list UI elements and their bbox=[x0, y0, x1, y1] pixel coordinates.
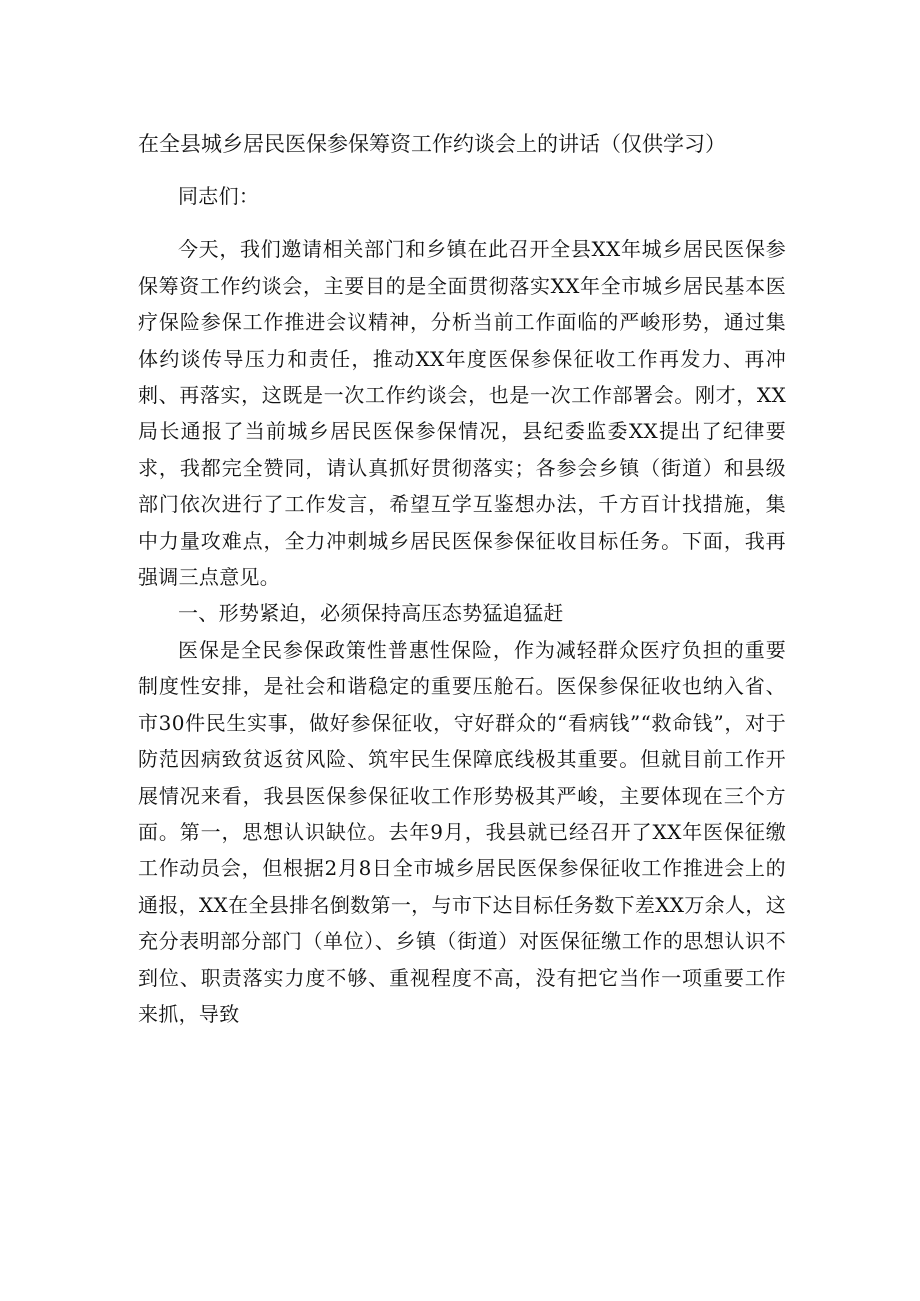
greeting: 同志们： bbox=[178, 184, 260, 208]
document-title: 在全县城乡居民医保参保筹资工作约谈会上的讲话（仅供学习） bbox=[138, 132, 726, 156]
paragraph-section-1: 医保是全民参保政策性普惠性保险，作为减轻群众医疗负担的重要制度性安排，是社会和谐稳定的重要压舱石。医保参保征收也纳入省、市30件民生实事，做好参保征收，守好群众的“看病钱”“救命钱”，对于防范因病致贫返贫风险、筑牢民生保障底线极其重要。但就目前工作开展情况来看，我县医保参保征收工作形势极其严峻，主要体现在三个方面。第一，思想认识缺位。去年9月，我县就已经召开了XX年医保征缴工作动员会，但根据2月8日全市城乡居民医保参保征收工作推进会上的通报，XX在全县排名倒数第一，与市下达目标任务数下差XX万余人，这充分表明部分部门（单位）、乡镇（街道）对医保征缴工作的思想认识不到位、职责落实力度不够、重视程度不高，没有把它当作一项重要工作来抓，导致 bbox=[138, 637, 786, 1026]
document-body bbox=[138, 178, 786, 1032]
paragraph-opening: 今天，我们邀请相关部门和乡镇在此召开全县XX年城乡居民医保参保筹资工作约谈会，主要目的是全面贯彻落实XX年全市城乡居民基本医疗保险参保工作推进会议精神，分析当前工作面临的严峻形势，通过集体约谈传导压力和责任，推动XX年度医保参保征收工作再发力、再冲刺、再落实，这既是一次工作约谈会，也是一次工作部署会。刚才，XX局长通报了当前城乡居民医保参保情况，县纪委监委XX提出了纪律要求，我都完全赞同，请认真抓好贯彻落实；各参会乡镇（街道）和县级部门依次进行了工作发言，希望互学互鉴想办法，千方百计找措施，集中力量攻难点，全力冲刺城乡居民医保参保征收目标任务。下面，我再强调三点意见。 bbox=[138, 237, 786, 590]
section-heading-1: 一、形势紧迫，必须保持高压态势猛追猛赶 bbox=[178, 601, 564, 626]
